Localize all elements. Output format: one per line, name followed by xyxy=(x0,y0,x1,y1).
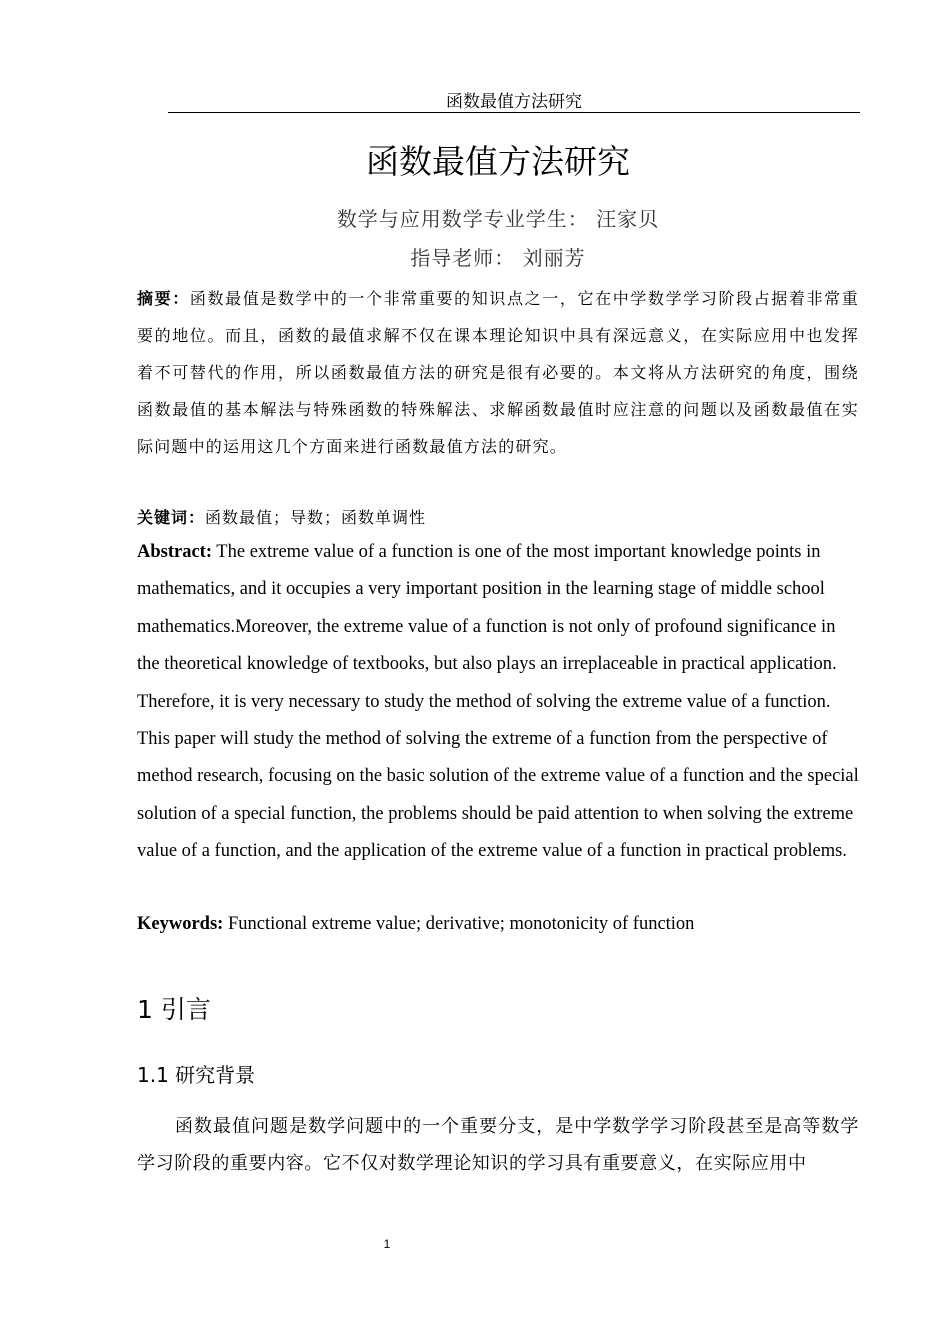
chinese-abstract-label: 摘要： xyxy=(137,289,190,308)
paper-title: 函数最值方法研究 xyxy=(366,142,630,181)
running-header: 函数最值方法研究 xyxy=(446,92,582,112)
english-abstract xyxy=(137,534,862,871)
english-keywords-label: Keywords: xyxy=(137,914,224,934)
chinese-abstract xyxy=(137,280,859,465)
chinese-abstract-text: 函数最值是数学中的一个非常重要的知识点之一，它在中学数学学习阶段占据着非常重要的地位。而且，函数的最值求解不仅在课本理论知识中具有深远意义，在实际应用中也发挥着不可替代的作用，所以函数最值方法的研究是很有必要的。本文将从方法研究的角度，围绕函数最值的基本解法与特殊函数的特殊解法、求解函数最值时应注意的问题以及函数最值在实际问题中的运用这几个方面来进行函数最值方法的研究。 xyxy=(137,289,859,456)
page-number: 1 xyxy=(383,1237,391,1251)
chinese-keywords xyxy=(137,501,859,535)
english-abstract-label: Abstract: xyxy=(137,542,213,562)
english-keywords xyxy=(137,907,859,941)
subsection-heading-background: 1.1 研究背景 xyxy=(137,1063,256,1087)
header-rule xyxy=(168,112,860,113)
chinese-keywords-label: 关键词： xyxy=(137,508,206,527)
body-paragraph: 函数最值问题是数学问题中的一个重要分支，是中学数学学习阶段甚至是高等数学学习阶段的重要内容。它不仅对数学理论知识的学习具有重要意义，在实际应用中 xyxy=(137,1116,859,1174)
english-keywords-text: Functional extreme value; derivative; monotonicity of function xyxy=(223,914,695,934)
advisor-line: 指导老师： 刘丽芳 xyxy=(410,246,586,270)
english-abstract-text: The extreme value of a function is one of the most important knowledge points in mathematics, and it occupies a very important position in the learning stage of middle school mathematics.Moreover, the extreme value of a function is not only of profound significance in the theoretical knowledge of textbooks, but also plays an irreplaceable in practical application. Therefore, it is very necessary to study the method of solving the extreme value of a function. This paper will study the method of solving the extreme of a function from the perspective of method research, focusing on the basic solution of the extreme value of a function and the special solution of a special function, the problems should be paid attention to when solving the extreme value of a function, and the application of the extreme value of a function in practical problems. xyxy=(137,542,859,862)
chinese-keywords-text: 函数最值；导数；函数单调性 xyxy=(205,508,427,527)
author-line: 数学与应用数学专业学生： 汪家贝 xyxy=(336,207,660,231)
section-heading-introduction: 1 引言 xyxy=(137,995,211,1024)
